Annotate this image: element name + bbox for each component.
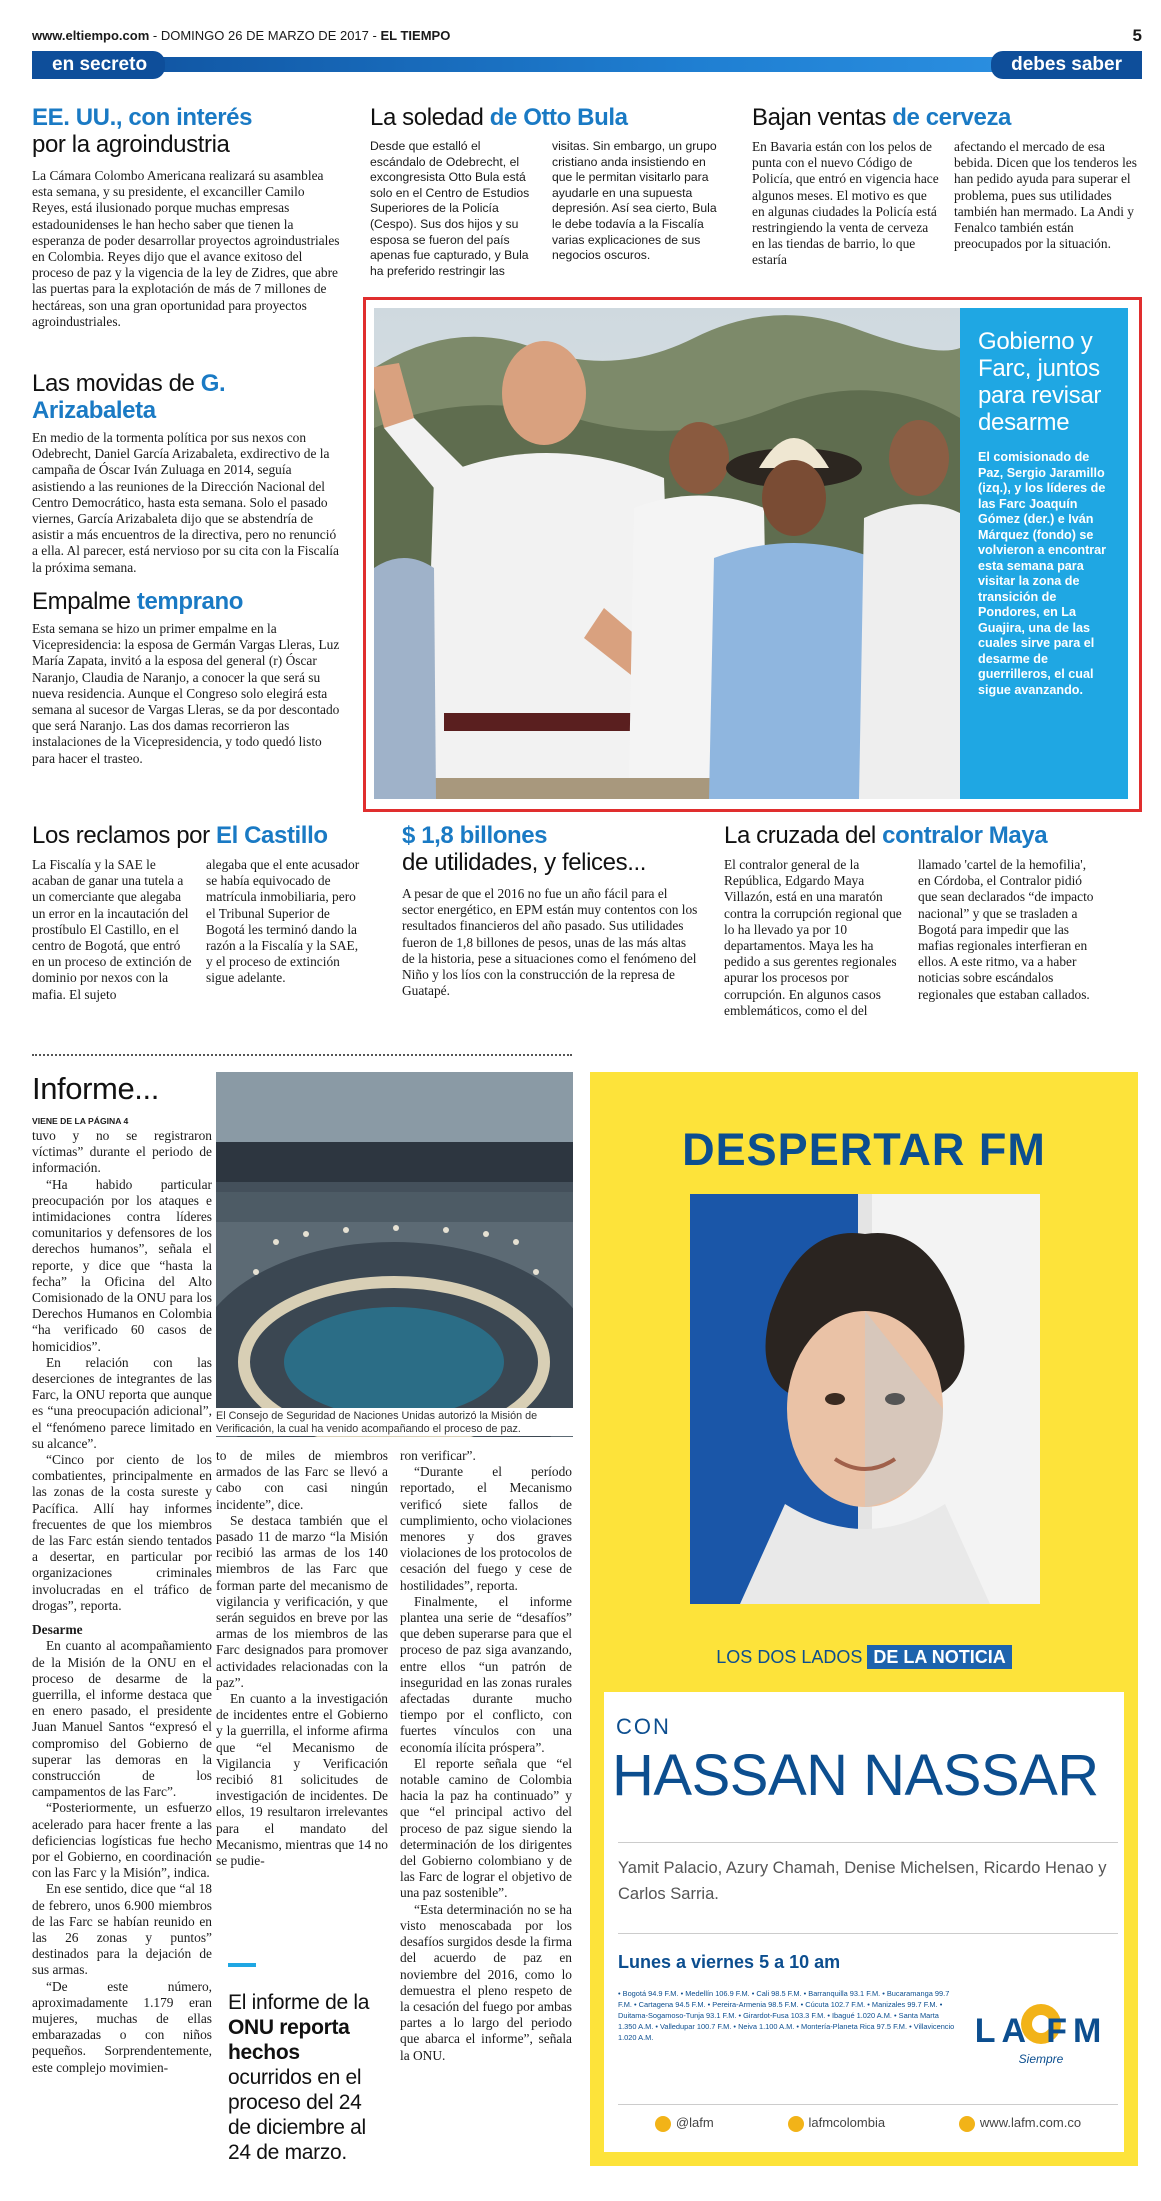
- ad-social-facebook[interactable]: @lafm: [655, 2115, 714, 2132]
- feature-caption-box: [960, 308, 1128, 799]
- ad-cohosts: Yamit Palacio, Azury Chamah, Denise Michelsen, Ricardo Henao y Carlos Sarria.: [618, 1842, 1118, 1934]
- article-title: Empalme temprano: [32, 588, 244, 615]
- article-informe: [32, 1072, 212, 2076]
- ad-con-label: CON: [616, 1714, 671, 1739]
- article-title: Informe...: [32, 1071, 159, 1106]
- ad-photo-illustration: [690, 1194, 1040, 1604]
- article-empalme: [32, 588, 342, 767]
- pull-quote: El informe de la ONU reporta hechos ocurridos en el proceso del 24 de diciembre al 24 de marzo.: [228, 1991, 370, 2164]
- article-contralor: [724, 822, 1142, 1019]
- article-col-1: Desde que estalló el escándalo de Odebrecht, el excongresista Otto Bula está solo en el Centro de Estudios Superiores de la Policía (Cespo). Sus dos hijos y su esposa se fueron del país apenas fue capturado, y Bula ha preferido restringir las: [370, 139, 530, 278]
- ad-host-name: HASSAN NASSAR: [612, 1743, 1099, 1808]
- un-council-photo: [216, 1072, 573, 1445]
- article-col-2: llamado 'cartel de la hemofilia', en Córdoba, el Contralor pidió que sean declarados “de impacto nacional” y que se trasladen a Bogotá para impedir que las mafias regionales interfieran en ellos. A este ritmo, va a haber noticias sobre escándalos regionales que estaban callados.: [918, 857, 1094, 1002]
- article-title: $ 1,8 billones de utilidades, y felices...: [402, 822, 647, 876]
- feature-photo-illustration: [374, 308, 960, 799]
- pull-quote-bar: [228, 1963, 256, 1967]
- article-col-2: alegaba que el ente acusador se había equivocado de matrícula inmobiliaria, pero el Tribunal Superior de Bogotá les terminó dando la razón a la Fiscalía y la SAE, y el proceso de extinción sigue adelante.: [206, 857, 360, 986]
- issue-date: DOMINGO 26 DE MARZO DE 2017: [160, 28, 369, 43]
- article-kicker: VIENE DE LA PÁGINA 4: [32, 1116, 129, 1126]
- feature-headline: Gobierno y Farc, juntos para revisar desarme: [978, 328, 1102, 436]
- article-col-1: El contralor general de la República, Edgardo Maya Villazón, está en una maratón contra la corrupción regional que lo ha llevado ya por 10 departamentos. Maya les ha pedido a sus gerentes regionales apurar los procesos por corrupción. En algunos casos emblemáticos, como el del: [724, 857, 902, 1018]
- feature-photo: [374, 308, 960, 799]
- ad-social-links: [618, 2104, 1118, 2132]
- feature-caption: El comisionado de Paz, Sergio Jaramillo (izq.), y los líderes de las Farc Joaquín Gómez (der.) e Iván Márquez (fondo) se volvieron a encontrar esta semana para visitar la zona de transición de Pondores, en La Guajira, una de las cuales sirve para el desarme de guerrilleros, el cual sigue avanzando.: [978, 450, 1107, 697]
- article-body: A pesar de que el 2016 no fue un año fácil para el sector energético, en EPM están muy contentos con los resultados financieros del año pasado. Sus utilidades fueron de 1,8 billones de pesos, unas de las más altas de la historia, pese a situaciones como el fenómeno del Niño y los líos con la construcción de la represa de Guatapé.: [402, 886, 698, 999]
- article-billones: [402, 822, 702, 999]
- section-divider: [32, 1054, 572, 1056]
- article-title: La cruzada del contralor Maya: [724, 822, 1048, 849]
- article-arizabaleta: [32, 370, 342, 576]
- article-cerveza: [752, 104, 1142, 269]
- un-photo-illustration: [216, 1072, 573, 1437]
- paper-name: EL TIEMPO: [380, 28, 451, 43]
- article-bula: [370, 104, 720, 279]
- twitter-icon: [788, 2116, 804, 2132]
- article-body: La Cámara Colombo Americana realizará su asamblea esta semana, y su presidente, el excanciller Camilo Reyes, está ilusionado porque muchas empresas estadounidenses le han hecho saber que tienen la esperanza de poder desarrollar proyectos agroindustriales en Colombia. Reyes dijo que el avance exitoso del proceso de paz y la vigencia de la ley de Zidres, que abre las puertas para la explotación de más de 7 millones de hectáreas, son una gran oportunidad para proyectos agroindustriales.: [32, 168, 340, 329]
- lafm-logo[interactable]: [966, 1992, 1116, 2072]
- ad-host-photo: [690, 1194, 1040, 1604]
- ad-social-twitter[interactable]: lafmcolombia: [788, 2115, 886, 2132]
- informe-col-3: ron verificar”. “Durante el período reportado, el Mecanismo verificó siete fallos de cumplimiento, ocho violaciones menores y dos graves violaciones de los protocolos de cesación del fuego y cese de hostilidades”, reporta. Finalmente, el informe plantea una serie de “desafíos” que deben superarse para que el proceso de paz siga avanzando, entre ellos “un patrón de inseguridad en las zonas rurales afectadas durante mucho tiempo por el conflicto, con fuertes vínculos con una economía ilícita próspera”. El reporte señala que “el notable camino de Colombia hacia la paz ha continuado” y que “el principal activo del proceso de paz sigue siendo la determinación de los dirigentes del Gobierno colombiano y de las Farc de lograr el objetivo de una paz sostenible”. “Esta determinación no se ha visto menoscabada por los desafíos surgidos desde la firma del acuerdo de paz en noviembre del 2016, como lo demuestra el pleno respeto de la cesación del fuego por ambas partes a lo largo del periodo que abarca el informe”, señala la ONU.: [400, 1448, 572, 2063]
- ad-tagline: LOS DOS LADOS DE LA NOTICIA: [590, 1647, 1138, 1668]
- article-body: Esta semana se hizo un primer empalme en la Vicepresidencia: la esposa de Germán Vargas Lleras, Luz María Zapata, invitó a la esposa del general (r) Óscar Naranjo, Claudia de Naranjo, a conocer la que será su nueva residencia. Aunque el Congreso solo elegirá esta semana al sucesor de Vargas Lleras, se da por descontado que será Naranjo. Las dos damas recorrieron las instalaciones de la Vicepresidencia, y todo quedó listo para hacer el trasteo.: [32, 621, 340, 766]
- informe-col-2: to de miles de miembros armados de las Farc se llevó a cabo con casi ningún incidente”, dice. Se destaca también que el pasado 11 de marzo “la Misión recibió las armas de los 140 miembros de las Farc que forman parte del mecanismo de vigilancia y verificación, y que serán seguidos en breve por las armas de los miembros de las Farc designados para promover actividades relacionadas con la paz”. En cuanto a la investigación de incidentes entre el Gobierno y la guerrilla, el informe afirma que “el Mecanismo de Vigilancia y Verificación recibió 81 solicitudes de investigación de incidentes. De ellos, 19 resultaron irrelevantes para el mandato del Mecanismo, mientras que 14 no se pudie-: [216, 1448, 388, 1869]
- section-label-right: debes saber: [991, 51, 1142, 79]
- section-label-left: en secreto: [32, 51, 165, 79]
- article-col-2: afectando el mercado de esa bebida. Dicen que los tenderos les han pedido ayuda para superar el problema, pues sus utilidades también han mermado. La Andi y Fenalco también están preocupados por la situación.: [954, 139, 1137, 252]
- radio-ad[interactable]: [590, 1072, 1138, 2166]
- banner-bar: [32, 57, 1142, 72]
- article-title: Bajan ventas de cerveza: [752, 104, 1012, 131]
- article-title: EE. UU., con interés por la agroindustria: [32, 104, 253, 158]
- facebook-icon: [655, 2116, 671, 2132]
- section-banner: [32, 51, 1142, 79]
- article-title: La soledad de Otto Bula: [370, 104, 628, 131]
- globe-icon: [959, 2116, 975, 2132]
- ad-info-box: [604, 1692, 1124, 2152]
- article-body: En medio de la tormenta política por sus nexos con Odebrecht, Daniel García Arizabaleta, exdirectivo de la campaña de Óscar Iván Zuluaga en 2014, seguía asistiendo a las reuniones de la Dirección Nacional del Centro Democrático, hasta esta semana. Solo el pasado viernes, García Arizabaleta dijo que se abstendría de asistir a más encuentros de la directiva, pero no renunció a ella. Al parecer, está nervioso por su cita con la Fiscalía la próxima semana.: [32, 430, 339, 575]
- article-subhead: Desarme: [32, 1622, 83, 1638]
- informe-col-1: tuvo y no se registraron víctimas” durante el periodo de información. “Ha habido particular preocupación por los ataques e intimidaciones contra líderes comunitarios y defensores de los derechos humanos”, señala el reporte, y dice que “hasta la fecha” la Oficina del Alto Comisionado de la ONU para los Derechos Humanos en Colombia “ha verificado 60 casos de homicidios”. En relación con las deserciones de integrantes de las Farc, la ONU reporta que aunque es “una preocupación adicional”, el “fenómeno parece limitado en su alcance”. “Cinco por ciento de los combatientes, principalmente en las zonas de la costa sureste y Pacífica. Allí hay informes frecuentes de que los miembros de las Farc están siendo tentados a desertar, en particular por organizaciones criminales involucradas en el tráfico de drogas”, reporta. Desarme En cuanto al acompañamiento de la Misión de la ONU en el proceso de desarme de la guerrilla, el informe destaca que en enero pasado, el presidente Juan Manuel Santos “expresó el compromiso del Gobierno de superar las demoras en la construcción de los campamentos de las Farc”. “Posteriormente, un esfuerzo acelerado para hacer frente a las deficiencias logísticas fue hecho por el Gobierno, en coordinación con las Farc y la Misión”, indica. En ese sentido, dice que “al 18 de febrero, unos 6.900 miembros de las Farc se habían reunido en las 26 zonas y puntos” destinados para la dejación de sus armas. “De este número, aproximadamente 1.179 eran mujeres, muchas de ellas embarazadas o con niños pequeños. Sorprendentemente, este complejo movimien-: [32, 1128, 212, 2075]
- lafm-logo-text: LA FM: [974, 2012, 1108, 2050]
- article-title: Los reclamos por El Castillo: [32, 822, 328, 849]
- article-eeuu: [32, 104, 342, 330]
- page-number: 5: [1132, 26, 1142, 45]
- ad-schedule: Lunes a viernes 5 a 10 am: [618, 1952, 841, 1972]
- article-col-1: En Bavaria están con los pelos de punta con el nuevo Código de Policía, que entró en vigencia hace algunos meses. El motivo es que en algunas ciudades la Policía está restringiendo la venta de cerveza en las tiendas de barrio, lo que estaría: [752, 139, 939, 268]
- lafm-logo-sub: Siempre: [1018, 2052, 1064, 2066]
- article-col-2: visitas. Sin embargo, un grupo cristiano anda insistiendo en que le permitan visitarlo para ayudarle en una supuesta depresión. Así sea cierto, Bula le debe todavía a la Fiscalía varias explicaciones de sus negocios oscuros.: [552, 139, 717, 263]
- article-title: Las movidas de G. Arizabaleta: [32, 370, 226, 424]
- un-photo-caption: El Consejo de Seguridad de Naciones Unidas autorizó la Misión de Verificación, la cual ha venido acompañando el proceso de paz.: [216, 1408, 573, 1436]
- article-castillo: [32, 822, 377, 1003]
- site-url[interactable]: www.eltiempo.com: [32, 28, 150, 43]
- article-col-1: La Fiscalía y la SAE le acaban de ganar una tutela a un comerciante que alegaba un error en la incautación del prostíbulo El Castillo, en el centro de Bogotá, que entró en un proceso de extinción de dominio por nexos con la mafia. El sujeto: [32, 857, 192, 1002]
- ad-social-web[interactable]: www.lafm.com.co: [959, 2115, 1081, 2132]
- page-header: www.eltiempo.com - DOMINGO 26 DE MARZO DE 2017 - EL TIEMPO 5: [32, 26, 1142, 45]
- ad-frequencies: • Bogotá 94.9 F.M. • Medellín 106.9 F.M. • Cali 98.5 F.M. • Barranquilla 93.1 F.M. • Bucaramanga 99.7 F.M. • Cartagena 94.5 F.M. • Pereira-Armenia 98.5 F.M. • Cúcuta 102.7 F.M. • Manizales 99.7 F.M. • Duitama-Sogamoso-Tunja 93.1 F.M. • Girardot-Fusa 103.3 F.M. • Ibagué 1.020 A.M. • Santa Marta 1.350 A.M. • Valledupar 100.7 F.M. • Neiva 1.100 A.M. • Montería-Planeta Rica 97.5 F.M. • Villavicencio 1.020 A.M.: [618, 1989, 955, 2042]
- ad-title: DESPERTAR FM: [682, 1124, 1046, 1175]
- photo-feature: [363, 297, 1142, 812]
